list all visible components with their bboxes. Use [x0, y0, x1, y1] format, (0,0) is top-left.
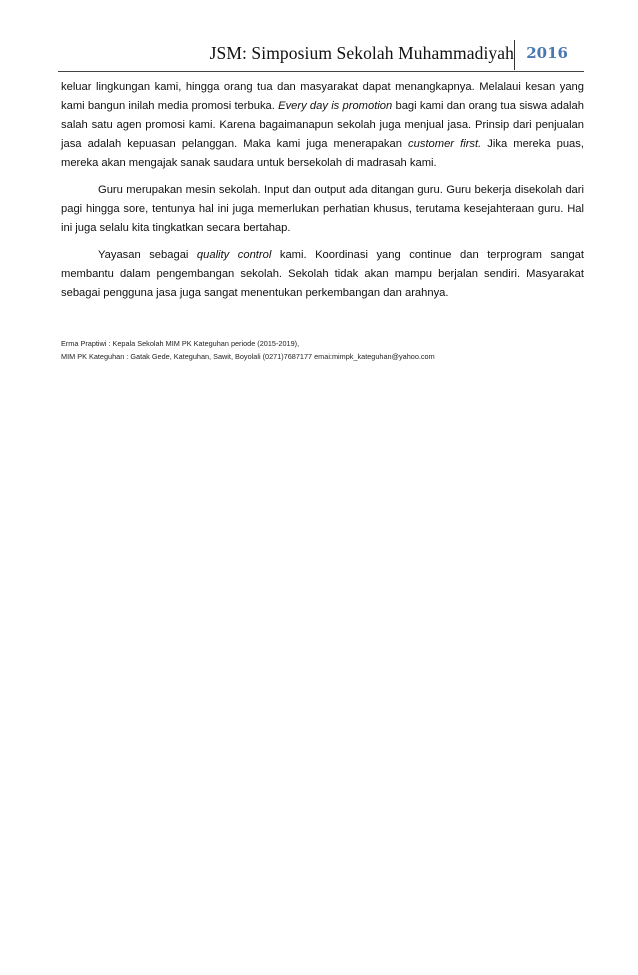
header-divider [514, 40, 515, 70]
paragraph-2: Guru merupakan mesin sekolah. Input dan output ada ditangan guru. Guru bekerja disekolah dari pagi hingga sore, tentunya hal ini juga memerlukan perhatian khusus, terutama kesejahteraan guru. Hal ini juga selalu kita tingkatkan secara bertahap. [61, 184, 584, 234]
journal-title: JSM: Simposium Sekolah Muhammadiyah [209, 43, 514, 63]
paragraph-3-text-a: Yayasan sebagai [98, 249, 197, 261]
footnote-line-2: MIM PK Kateguhan : Gatak Gede, Kateguhan, Sawit, Boyolali (0271)7687177 emai:mimpk_kateguhan@yahoo.com [61, 351, 435, 361]
paragraph-1-emphasis-a: Every day is promotion [278, 100, 393, 112]
paragraph-1 [61, 78, 584, 173]
author-footnote [61, 338, 581, 363]
paragraph-3 [61, 246, 584, 303]
paragraph-1-text-a: keluar lingkungan kami, hingga orang tua dan masyarakat dapat menangkapnya. Melalaui kesan yang kami bangun inilah media promosi terbuka. [61, 81, 584, 112]
paragraph-1-text-b: bagi kami dan orang tua siswa adalah salah satu agen promosi kami. Karena bagaimanapun sekolah juga menjual jasa. Prinsip dari penjualan jasa adalah kepuasan pelanggan. Maka kami juga menerapakan [61, 100, 584, 150]
footnote-line-1: Erma Praptiwi : Kepala Sekolah MIM PK Kateguhan periode (2015-2019), [61, 339, 300, 348]
paragraph-3-emphasis: quality control [196, 249, 272, 261]
paragraph-1-emphasis-b: customer first. [408, 138, 482, 150]
page-header [58, 40, 584, 68]
paragraph-1-text-c: Jika mereka puas, mereka akan mengajak sanak saudara untuk bersekolah di madrasah kami. [61, 138, 584, 169]
paragraph-3-text-b: kami. Koordinasi yang continue dan terprogram sangat membantu dalam pengembangan sekolah. Sekolah tidak akan mampu berjalan sendiri. Masyarakat sebagai pengguna jasa juga sangat menentukan perkembangan dan arahnya. [61, 249, 584, 299]
body-text [61, 78, 584, 311]
journal-year: 2016 [526, 44, 568, 62]
header-rule [58, 71, 584, 72]
